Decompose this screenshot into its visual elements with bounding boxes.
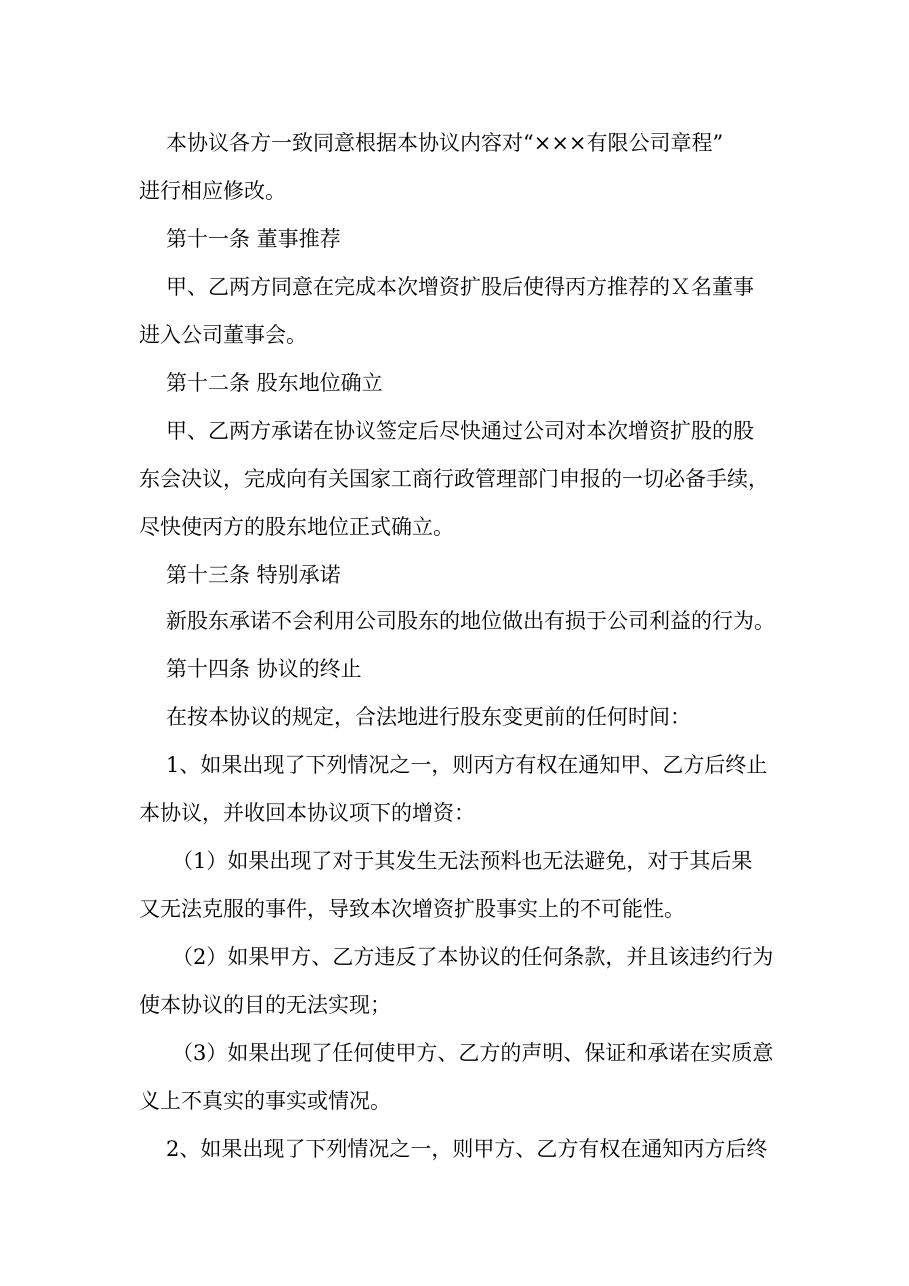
paragraph-line: 甲、乙两方承诺在协议签定后尽快通过公司对本次增资扩股的股 (166, 419, 754, 443)
paragraph-line: （3）如果出现了任何使甲方、乙方的声明、保证和承诺在实质意 (172, 1041, 774, 1065)
paragraph-line: （2）如果甲方、乙方违反了本协议的任何条款，并且该违约行为 (172, 945, 774, 969)
paragraph-line: 1、如果出现了下列情况之一，则丙方有权在通知甲、乙方后终止 (166, 753, 768, 777)
paragraph-line: 本协议，并收回本协议项下的增资： (139, 801, 475, 825)
paragraph-line: 2、如果出现了下列情况之一，则甲方、乙方有权在通知丙方后终 (166, 1137, 768, 1161)
section-heading: 第十四条 协议的终止 (166, 657, 362, 681)
paragraph-line: 尽快使丙方的股东地位正式确立。 (139, 515, 454, 539)
paragraph-line: 甲、乙两方同意在完成本次增资扩股后使得丙方推荐的Ｘ名董事 (166, 275, 754, 299)
paragraph-line: 义上不真实的事实或情况。 (139, 1089, 391, 1113)
section-heading: 第十三条 特别承诺 (166, 563, 341, 587)
paragraph-line: 东会决议，完成向有关国家工商行政管理部门申报的一切必备手续， (139, 467, 769, 491)
paragraph-line: 本协议各方一致同意根据本协议内容对“×××有限公司章程” (166, 131, 724, 155)
paragraph-line: 进入公司董事会。 (139, 323, 307, 347)
paragraph-line: 新股东承诺不会利用公司股东的地位做出有损于公司利益的行为。 (166, 609, 775, 633)
paragraph-line: 进行相应修改。 (139, 179, 286, 203)
paragraph-line: 在按本协议的规定，合法地进行股东变更前的任何时间： (166, 705, 691, 729)
paragraph-line: （1）如果出现了对于其发生无法预料也无法避免，对于其后果 (172, 849, 753, 873)
section-heading: 第十二条 股东地位确立 (166, 371, 383, 395)
section-heading: 第十一条 董事推荐 (166, 227, 341, 251)
paragraph-line: 使本协议的目的无法实现； (139, 993, 391, 1017)
paragraph-line: 又无法克服的事件，导致本次增资扩股事实上的不可能性。 (139, 897, 685, 921)
